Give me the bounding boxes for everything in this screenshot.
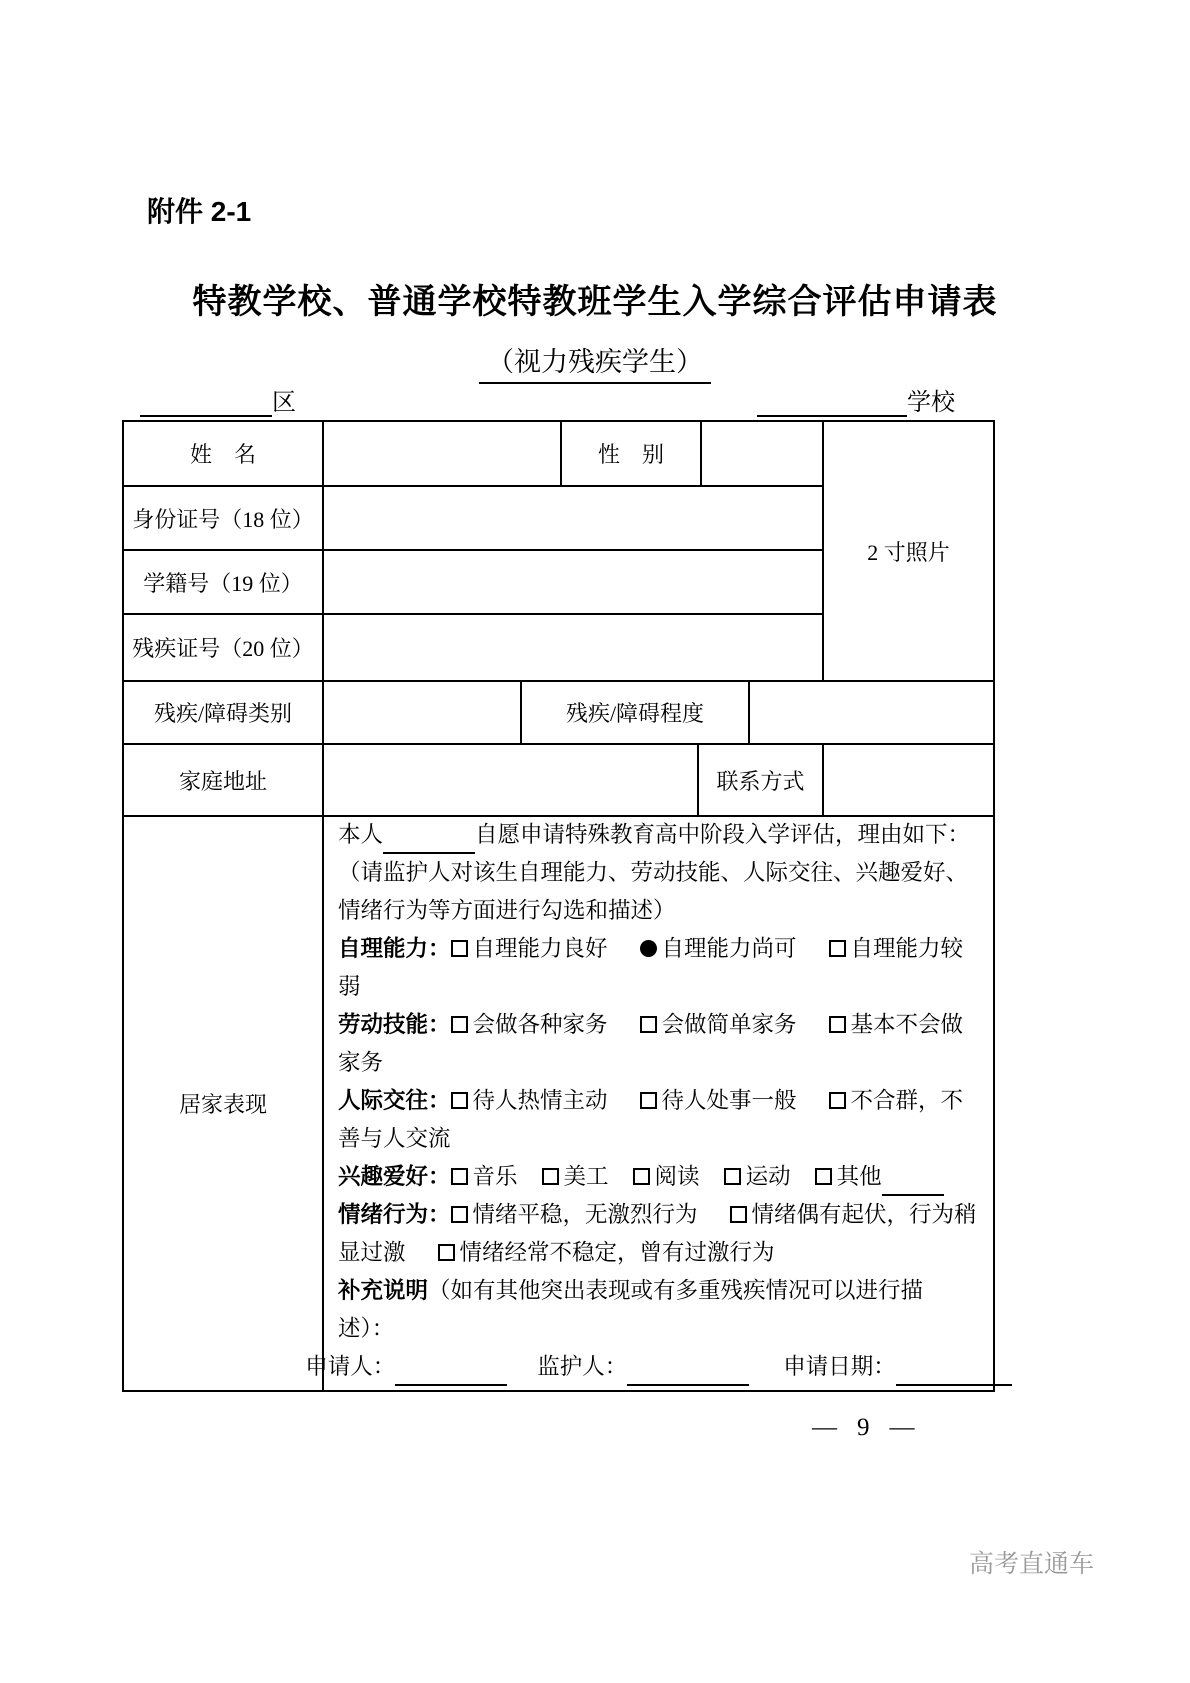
labor-option-2: 会做简单家务 — [640, 1012, 797, 1037]
disability-type-label-cell: 残疾/障碍类别 — [153, 701, 293, 726]
table-row-address — [124, 745, 993, 817]
district-label: 区 — [272, 390, 296, 416]
labor-skill-line — [338, 1006, 979, 1082]
guardian-signature-blank-line — [627, 1364, 749, 1386]
address-label-cell: 家庭地址 — [178, 768, 267, 794]
applicant-name-blank-line — [383, 832, 475, 854]
contact-label-cell: 联系方式 — [697, 745, 822, 815]
self-care-label: 自理能力： — [338, 936, 451, 961]
table-row-student-number — [124, 551, 822, 615]
checkbox-icon — [815, 1168, 832, 1185]
table-row-home-performance — [124, 817, 993, 1390]
self-care-option-3: 自理能力较弱 — [338, 936, 964, 999]
application-date-blank-line — [896, 1364, 1012, 1386]
home-performance-label-cell: 居家表现 — [178, 1092, 267, 1117]
emotion-option-3: 情绪经常不稳定，曾有过激行为 — [438, 1240, 775, 1265]
emotion-label: 情绪行为： — [338, 1202, 451, 1227]
application-date: 申请日期： — [783, 1348, 1012, 1386]
table-row-disability-type — [124, 682, 993, 745]
page-number-dash-left: — — [812, 1414, 839, 1441]
intro-suffix: 自愿申请特殊教育高中阶段入学评估，理由如下： — [475, 822, 971, 847]
checkbox-icon — [438, 1244, 455, 1261]
interest-option-other: 其他 — [815, 1164, 944, 1189]
checkbox-icon — [829, 940, 846, 957]
disability-type-value-cell — [322, 682, 520, 743]
gender-label-cell: 性 别 — [560, 422, 700, 485]
guardian-note-line — [338, 854, 979, 930]
supplement-line — [338, 1272, 979, 1348]
gender-value-cell — [700, 422, 822, 485]
student-number-label-cell: 学籍号（19 位） — [143, 570, 303, 596]
signature-line — [305, 1348, 1012, 1386]
photo-cell: 2 寸照片 — [822, 422, 993, 682]
student-number-value-cell — [322, 551, 822, 613]
table-row-name — [124, 422, 822, 487]
checkbox-icon — [724, 1168, 741, 1185]
checkbox-icon — [451, 1168, 468, 1185]
checkbox-icon — [730, 1206, 747, 1223]
disability-degree-label-cell: 残疾/障碍程度 — [520, 682, 748, 743]
checkbox-icon — [829, 1016, 846, 1033]
applicant-signature: 申请人： — [305, 1348, 507, 1386]
social-option-2: 待人处事一般 — [640, 1088, 797, 1113]
social-option-3: 不合群，不善与人交流 — [338, 1088, 964, 1151]
supplement-label: 补充说明 — [338, 1278, 429, 1303]
home-performance-content-cell — [305, 817, 993, 1390]
interest-option-4: 运动 — [724, 1164, 791, 1189]
school-blank-line — [757, 391, 907, 417]
district-school-line — [0, 382, 1190, 414]
guardian-note: （请监护人对该生自理能力、劳动技能、人际交往、兴趣爱好、情绪行为等方面进行勾选和描述） — [338, 860, 969, 923]
emotion-option-2: 情绪偶有起伏，行为稍显过激 — [338, 1202, 977, 1265]
checkbox-icon — [542, 1168, 559, 1185]
page-subtitle: （视力残疾学生） — [479, 340, 711, 384]
checkbox-icon — [640, 1016, 657, 1033]
social-label: 人际交往： — [338, 1088, 451, 1113]
district-blank-line — [140, 391, 272, 417]
labor-option-1: 会做各种家务 — [451, 1012, 608, 1037]
checkbox-icon — [451, 1016, 468, 1033]
school-label: 学校 — [907, 390, 955, 416]
interest-line — [338, 1158, 979, 1196]
checkbox-icon — [829, 1092, 846, 1109]
disability-degree-value-cell — [748, 682, 993, 743]
emotion-line — [338, 1196, 979, 1272]
page-title: 特教学校、普通学校特教班学生入学综合评估申请表 — [192, 283, 998, 321]
interest-other-blank-line — [882, 1174, 944, 1196]
checkbox-icon — [640, 1092, 657, 1109]
self-care-option-2: 自理能力尚可 — [640, 936, 797, 961]
labor-option-3: 基本不会做家务 — [338, 1012, 964, 1075]
name-label-cell: 姓 名 — [189, 442, 256, 467]
page-subtitle-wrap — [0, 340, 1190, 384]
contact-value-cell — [822, 745, 993, 815]
application-table — [122, 420, 995, 1392]
self-care-option-1: 自理能力良好 — [451, 936, 608, 961]
page-number-value: 9 — [857, 1414, 872, 1441]
name-value-cell — [322, 422, 560, 485]
attachment-label: 附件 2-1 — [147, 196, 252, 227]
checkbox-icon — [451, 1092, 468, 1109]
page-number — [812, 1414, 917, 1442]
checkbox-icon — [451, 1206, 468, 1223]
watermark-text: 高考直通车 — [968, 1550, 1094, 1578]
school-field — [757, 382, 955, 417]
interest-option-2: 美工 — [542, 1164, 609, 1189]
applicant-signature-blank-line — [395, 1364, 507, 1386]
interest-label: 兴趣爱好： — [338, 1164, 451, 1189]
disability-number-label-cell: 残疾证号（20 位） — [132, 636, 314, 661]
checkbox-icon — [451, 940, 468, 957]
page-number-dash-right: — — [889, 1414, 917, 1441]
table-row-disability-number — [124, 615, 822, 682]
table-row-id-number — [124, 487, 822, 551]
emotion-option-1: 情绪平稳，无激烈行为 — [451, 1202, 698, 1227]
interest-option-1: 音乐 — [451, 1164, 518, 1189]
labor-skill-label: 劳动技能： — [338, 1012, 451, 1037]
address-value-cell — [322, 745, 697, 815]
guardian-signature: 监护人： — [537, 1348, 749, 1386]
supplement-note: （如有其他突出表现或有多重残疾情况可以进行描述）： — [338, 1278, 924, 1341]
intro-line — [338, 816, 979, 854]
id-number-label-cell: 身份证号（18 位） — [132, 506, 314, 532]
checkbox-icon — [633, 1168, 650, 1185]
district-field — [140, 382, 296, 417]
id-number-value-cell — [322, 487, 822, 549]
radio-selected-icon — [640, 940, 657, 957]
self-care-line — [338, 930, 979, 1006]
social-option-1: 待人热情主动 — [451, 1088, 608, 1113]
interest-option-3: 阅读 — [633, 1164, 700, 1189]
social-line — [338, 1082, 979, 1158]
disability-number-value-cell — [322, 615, 822, 680]
intro-prefix: 本人 — [338, 822, 384, 847]
